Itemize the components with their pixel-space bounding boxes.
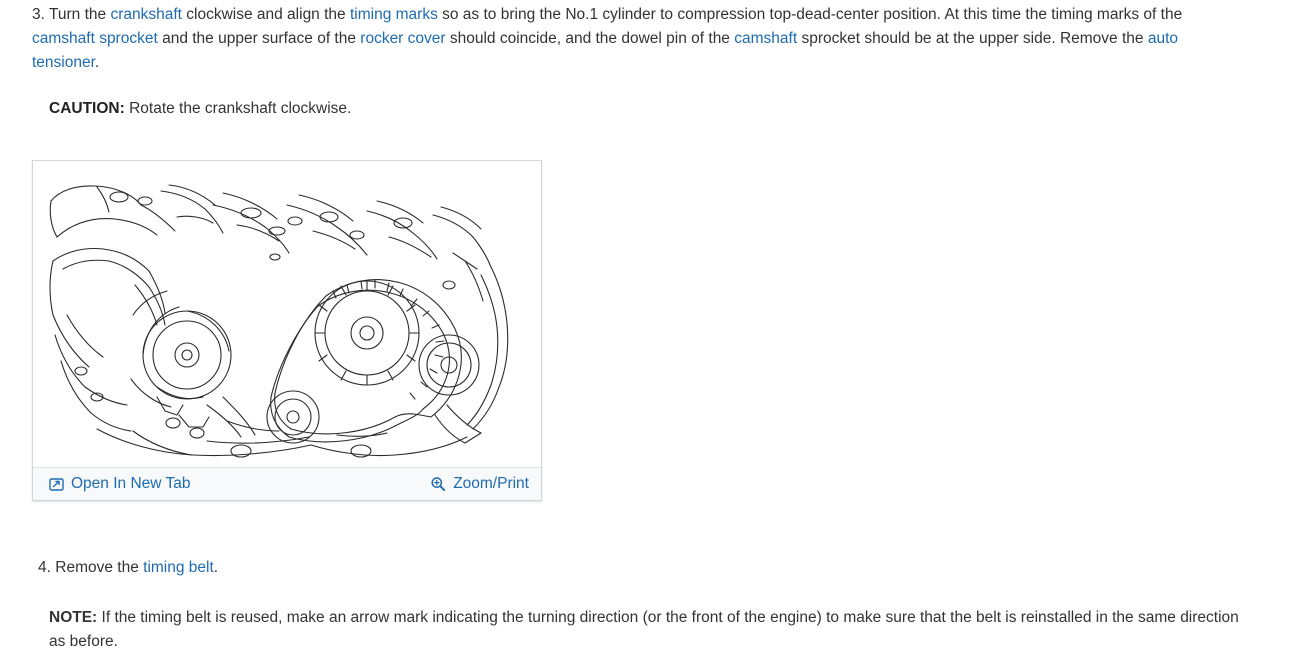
step-3-run-8: should coincide, and the dowel pin of the bbox=[445, 30, 735, 48]
note-label: NOTE: bbox=[49, 609, 98, 627]
open-in-new-tab-label: Open In New Tab bbox=[71, 475, 191, 493]
step-3-number: 3. bbox=[32, 6, 45, 23]
open-in-new-tab-button[interactable] bbox=[49, 472, 190, 496]
open-in-new-tab-icon bbox=[49, 477, 64, 492]
step-3-run-12: . bbox=[94, 54, 100, 72]
figure-toolbar bbox=[33, 467, 541, 500]
step-4-paragraph bbox=[32, 556, 1245, 580]
caution-text: Rotate the crankshaft clockwise. bbox=[124, 100, 352, 118]
caution-paragraph bbox=[32, 97, 1245, 121]
step-3-run-4: so as to bring the No.1 cylinder to compression top-dead-center position. At this time the timing marks of the bbox=[437, 6, 1183, 23]
caution-label: CAUTION: bbox=[49, 100, 125, 118]
step-3-paragraph bbox=[32, 0, 1245, 75]
note-paragraph bbox=[32, 606, 1245, 654]
step-3-link-11[interactable]: auto tensioner bbox=[32, 30, 1178, 72]
note-text: If the timing belt is reused, make an arrow mark indicating the turning direction (or the front of the engine) to make sure that the belt is reinstalled in the same direction as before. bbox=[49, 609, 1239, 651]
step-3-run-2: clockwise and align the bbox=[181, 6, 350, 23]
figure-container bbox=[32, 160, 542, 501]
step-3-run-0: Turn the bbox=[48, 6, 111, 23]
step-3-text bbox=[32, 6, 1182, 71]
step-3-run-6: and the upper surface of the bbox=[157, 30, 361, 48]
step-3-run-10: sprocket should be at the upper side. Remove the bbox=[797, 30, 1148, 48]
step-4-text bbox=[55, 559, 218, 576]
zoom-print-label: Zoom/Print bbox=[453, 475, 529, 493]
engine-timing-belt-drawing bbox=[37, 165, 537, 465]
figure-image[interactable] bbox=[37, 165, 537, 467]
step-3-link-9[interactable]: camshaft bbox=[734, 30, 798, 48]
zoom-print-button[interactable] bbox=[430, 472, 529, 496]
step-4-link-1[interactable]: timing belt bbox=[143, 559, 214, 577]
magnifier-icon bbox=[430, 476, 446, 492]
step-3-link-3[interactable]: timing marks bbox=[349, 6, 438, 23]
step-4-run-0: Remove the bbox=[55, 559, 144, 577]
step-4-run-2: . bbox=[213, 559, 219, 577]
step-3-link-7[interactable]: rocker cover bbox=[360, 30, 446, 48]
step-3-link-1[interactable]: crankshaft bbox=[110, 6, 182, 23]
step-4-number: 4. bbox=[38, 559, 51, 577]
step-3-link-5[interactable]: camshaft sprocket bbox=[32, 30, 158, 48]
